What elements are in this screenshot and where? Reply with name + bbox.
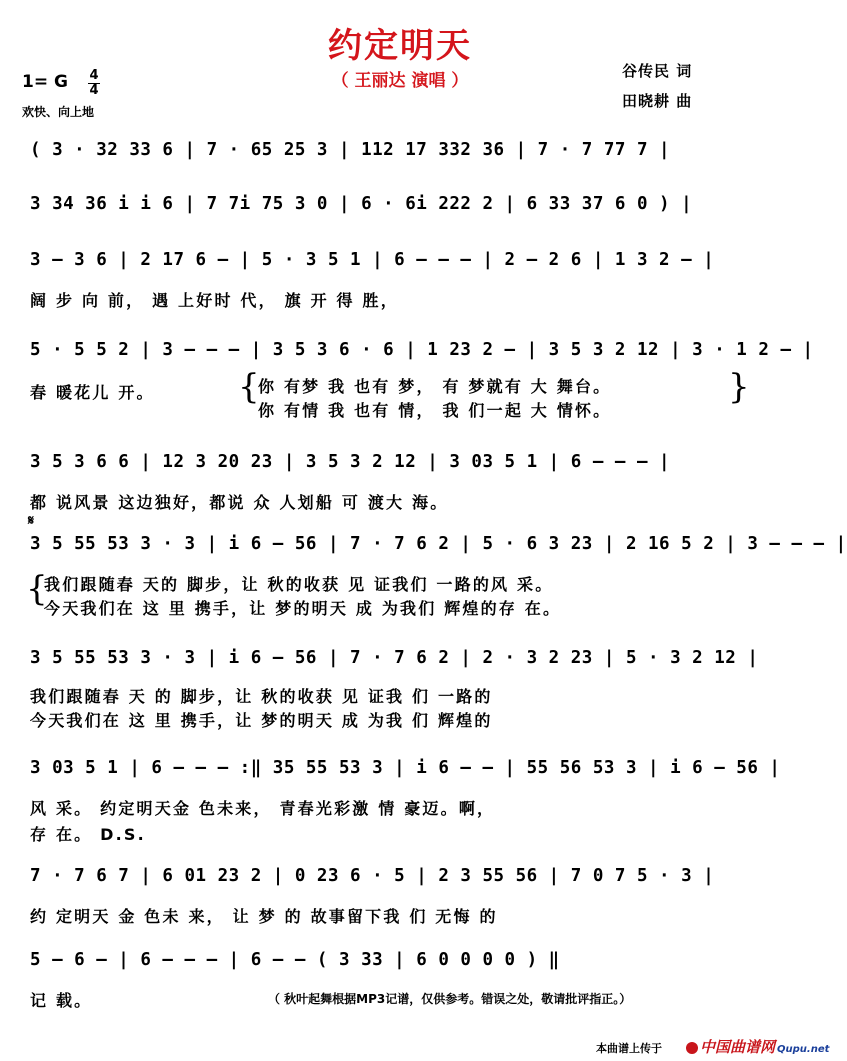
- score-line-4-notes: 5 · 5 5 2 | 3 – – – | 3 5 3 6 · 6 | 1 23 2 – | 3 5 3 2 12 | 3 · 1 2 – |: [30, 340, 814, 360]
- score-line-2-notes: 3 34 36 i i 6 | 7 7i 75 3 0 | 6 · 6i 222 2 | 6 33 37 6 0 ) |: [30, 194, 693, 214]
- score-line-8-notes: 3 03 5 1 | 6 – – – :‖ 35 55 53 3 | i 6 – – | 55 56 53 3 | i 6 – 56 |: [30, 758, 781, 778]
- tempo-marking: 欢快、向上地: [22, 105, 95, 119]
- score-line-4-verse-1: 你 有梦 我 也有 梦， 有 梦就有 大 舞台。: [258, 377, 612, 396]
- time-signature-bottom: 4: [89, 83, 99, 98]
- score-line-3-lyrics: 阔 步 向 前， 遇 上好时 代， 旗 开 得 胜，: [30, 291, 399, 310]
- transcription-note: （ 秋叶起舞根据MP3记谱，仅供参考。错误之处，敬请批评指正。）: [268, 992, 632, 1006]
- song-title: 约定明天: [328, 26, 472, 66]
- logo-mark-icon: [686, 1042, 698, 1054]
- site-logo[interactable]: [686, 1036, 829, 1057]
- key-signature: 1= G: [22, 72, 68, 92]
- verse-brace: {: [26, 569, 48, 609]
- verse-brace: {: [238, 367, 260, 407]
- score-line-4-lyrics: 春 暖花儿 开。: [30, 383, 155, 402]
- score-line-3-notes: 3 – 3 6 | 2 17 6 – | 5 · 3 5 1 | 6 – – – | 2 – 2 6 | 1 3 2 – |: [30, 250, 715, 270]
- upload-text: 本曲谱上传于: [596, 1042, 662, 1055]
- score-line-6-verse-1: 我们跟随春 天的 脚步，让 秋的收获 见 证我们 一路的风 采。: [44, 575, 554, 594]
- singer-credit: （ 王丽达 演唱 ）: [331, 71, 469, 91]
- score-line-1-notes: ( 3 · 32 33 6 | 7 · 65 25 3 | 112 17 332 36 | 7 · 7 77 7 |: [30, 140, 671, 160]
- verse-brace-close: }: [728, 367, 750, 407]
- score-line-7-verse-2: 今天我们在 这 里 携手，让 梦的明天 成 为我 们 辉煌的: [30, 711, 493, 730]
- site-name: 中国曲谱网: [700, 1038, 776, 1056]
- lyricist-credit: 谷传民 词: [622, 62, 693, 80]
- composer-credit: 田晓耕 曲: [622, 92, 693, 110]
- score-line-6-notes: 3 5 55 53 3 · 3 | i 6 – 56 | 7 · 7 6 2 | 5 · 6 3 23 | 2 16 5 2 | 3 – – – |: [30, 534, 847, 554]
- score-line-6-verse-2: 今天我们在 这 里 携手，让 梦的明天 成 为我们 辉煌的存 在。: [44, 599, 562, 618]
- score-line-7-notes: 3 5 55 53 3 · 3 | i 6 – 56 | 7 · 7 6 2 | 2 · 3 2 23 | 5 · 3 2 12 |: [30, 648, 759, 668]
- score-line-4-verse-2: 你 有情 我 也有 情， 我 们一起 大 情怀。: [258, 401, 612, 420]
- score-line-9-lyrics: 约 定明天 金 色未 来， 让 梦 的 故事留下我 们 无悔 的: [30, 907, 498, 926]
- time-signature-top: 4: [89, 68, 99, 83]
- segno-sign: 𝄋: [28, 513, 35, 529]
- site-domain: Qupu.net: [777, 1044, 830, 1055]
- score-line-8-verse-2: 存 在。 D.S.: [30, 825, 146, 844]
- score-line-8-verse-1: 风 采。 约定明天金 色未来， 青春光彩激 情 豪迈。啊，: [30, 799, 496, 818]
- time-signature: [88, 70, 100, 97]
- score-line-5-notes: 3 5 3 6 6 | 12 3 20 23 | 3 5 3 2 12 | 3 03 5 1 | 6 – – – |: [30, 452, 671, 472]
- score-line-5-lyrics: 都 说风景 这边独好，都说 众 人划船 可 渡大 海。: [30, 493, 449, 512]
- score-line-7-verse-1: 我们跟随春 天 的 脚步，让 秋的收获 见 证我 们 一路的: [30, 687, 493, 706]
- score-line-9-notes: 7 · 7 6 7 | 6 01 23 2 | 0 23 6 · 5 | 2 3 55 56 | 7 0 7 5 · 3 |: [30, 866, 715, 886]
- score-line-10-lyrics: 记 载。: [30, 991, 93, 1010]
- score-line-10-notes: 5 – 6 – | 6 – – – | 6 – – ( 3 33 | 6 0 0 0 0 ) ‖: [30, 950, 560, 970]
